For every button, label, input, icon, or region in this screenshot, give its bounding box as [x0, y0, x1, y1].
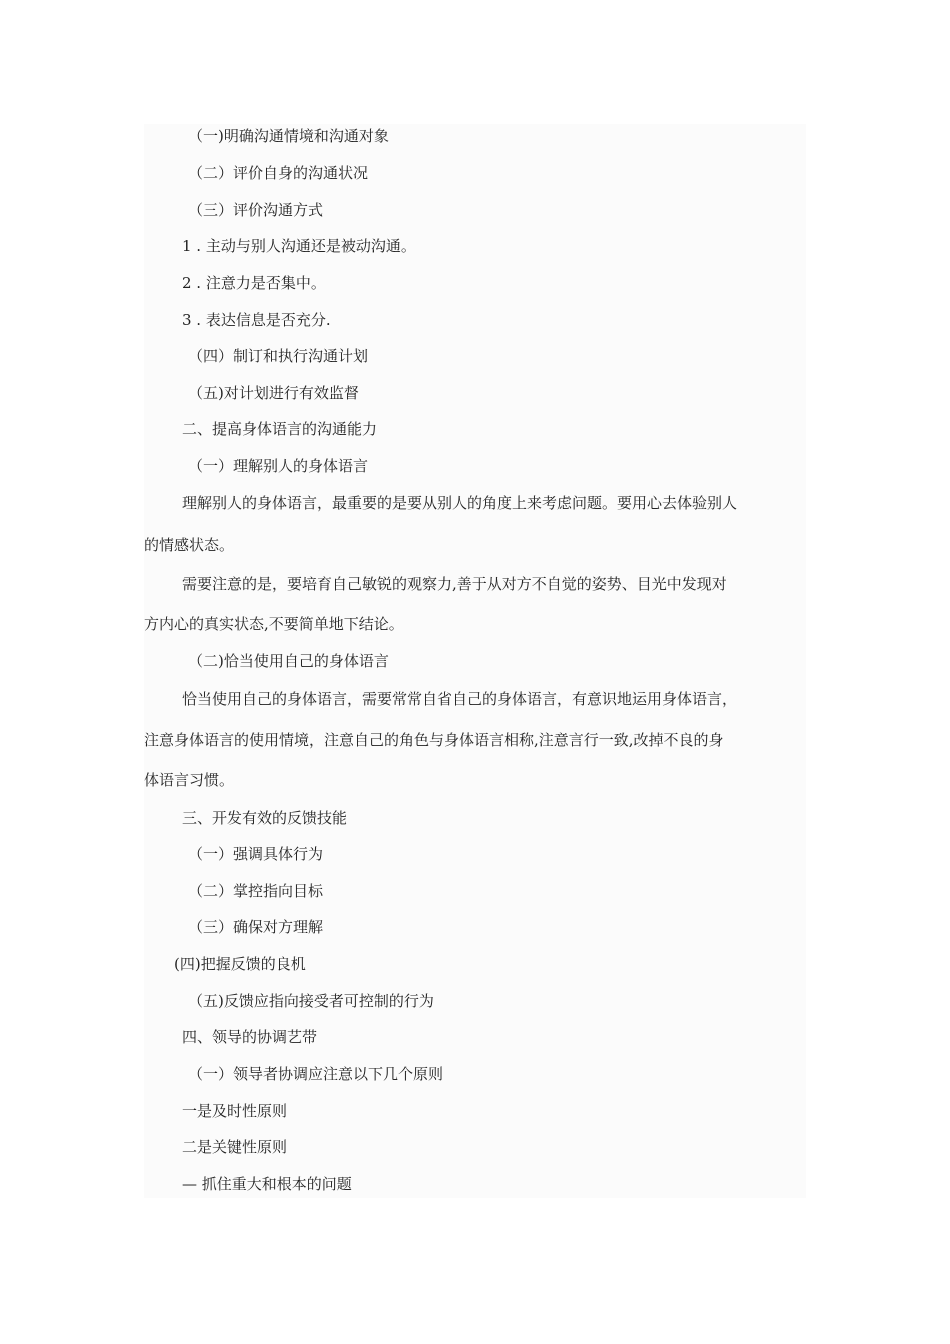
list-item-1: 1 . 主动与别人沟通还是被动沟通。 [182, 237, 416, 255]
heading-1-2: （二）评价自身的沟通状况 [188, 164, 369, 182]
document-body [144, 124, 806, 1198]
principle-2: 二是关键性原则 [182, 1138, 288, 1156]
heading-3-3: （三）确保对方理解 [188, 918, 324, 936]
heading-3-4: (四)把握反馈的良机 [174, 955, 306, 973]
paragraph-2-2-line-3: 体语言习惯。 [144, 771, 235, 789]
paragraph-2-1-line-2: 的情感状态。 [144, 536, 235, 554]
section-heading-3: 三、开发有效的反馈技能 [182, 809, 348, 827]
paragraph-2-1b-line-2: 方内心的真实状态,不要简单地下结论。 [144, 615, 404, 633]
principle-2-detail: — 抓住重大和根本的问题 [182, 1175, 352, 1193]
paragraph-2-2-line-2: 注意身体语言的使用情境，注意自己的角色与身体语言相称,注意言行一致,改掉不良的身 [144, 731, 724, 749]
heading-1-1: （一)明确沟通情境和沟通对象 [188, 127, 389, 145]
principle-1: 一是及时性原则 [182, 1102, 288, 1120]
heading-2-1: （一）理解别人的身体语言 [188, 457, 369, 475]
paragraph-2-2-line-1: 恰当使用自己的身体语言，需要常常自省自己的身体语言，有意识地运用身体语言， [182, 690, 738, 708]
heading-3-1: （一）强调具体行为 [188, 845, 324, 863]
paragraph-2-1b-line-1: 需要注意的是，要培育自己敏锐的观察力,善于从对方不自觉的姿势、目光中发现对 [182, 575, 727, 593]
section-heading-4: 四、领导的协调艺带 [182, 1028, 318, 1046]
heading-2-2: （二)恰当使用自己的身体语言 [188, 652, 389, 670]
heading-1-3: （三）评价沟通方式 [188, 201, 324, 219]
heading-1-5: （五)对计划进行有效监督 [188, 384, 359, 402]
section-heading-2: 二、提高身体语言的沟通能力 [182, 420, 378, 438]
heading-3-5: （五)反馈应指向接受者可控制的行为 [188, 992, 434, 1010]
paragraph-2-1-line-1: 理解别人的身体语言，最重要的是要从别人的角度上来考虑问题。要用心去体验别人 [182, 494, 738, 512]
heading-1-4: （四）制订和执行沟通计划 [188, 347, 369, 365]
list-item-3: 3 . 表达信息是否充分. [182, 311, 331, 329]
heading-4-1: （一）领导者协调应注意以下几个原则 [188, 1065, 444, 1083]
list-item-2: 2 . 注意力是否集中。 [182, 274, 326, 292]
heading-3-2: （二）掌控指向目标 [188, 882, 324, 900]
